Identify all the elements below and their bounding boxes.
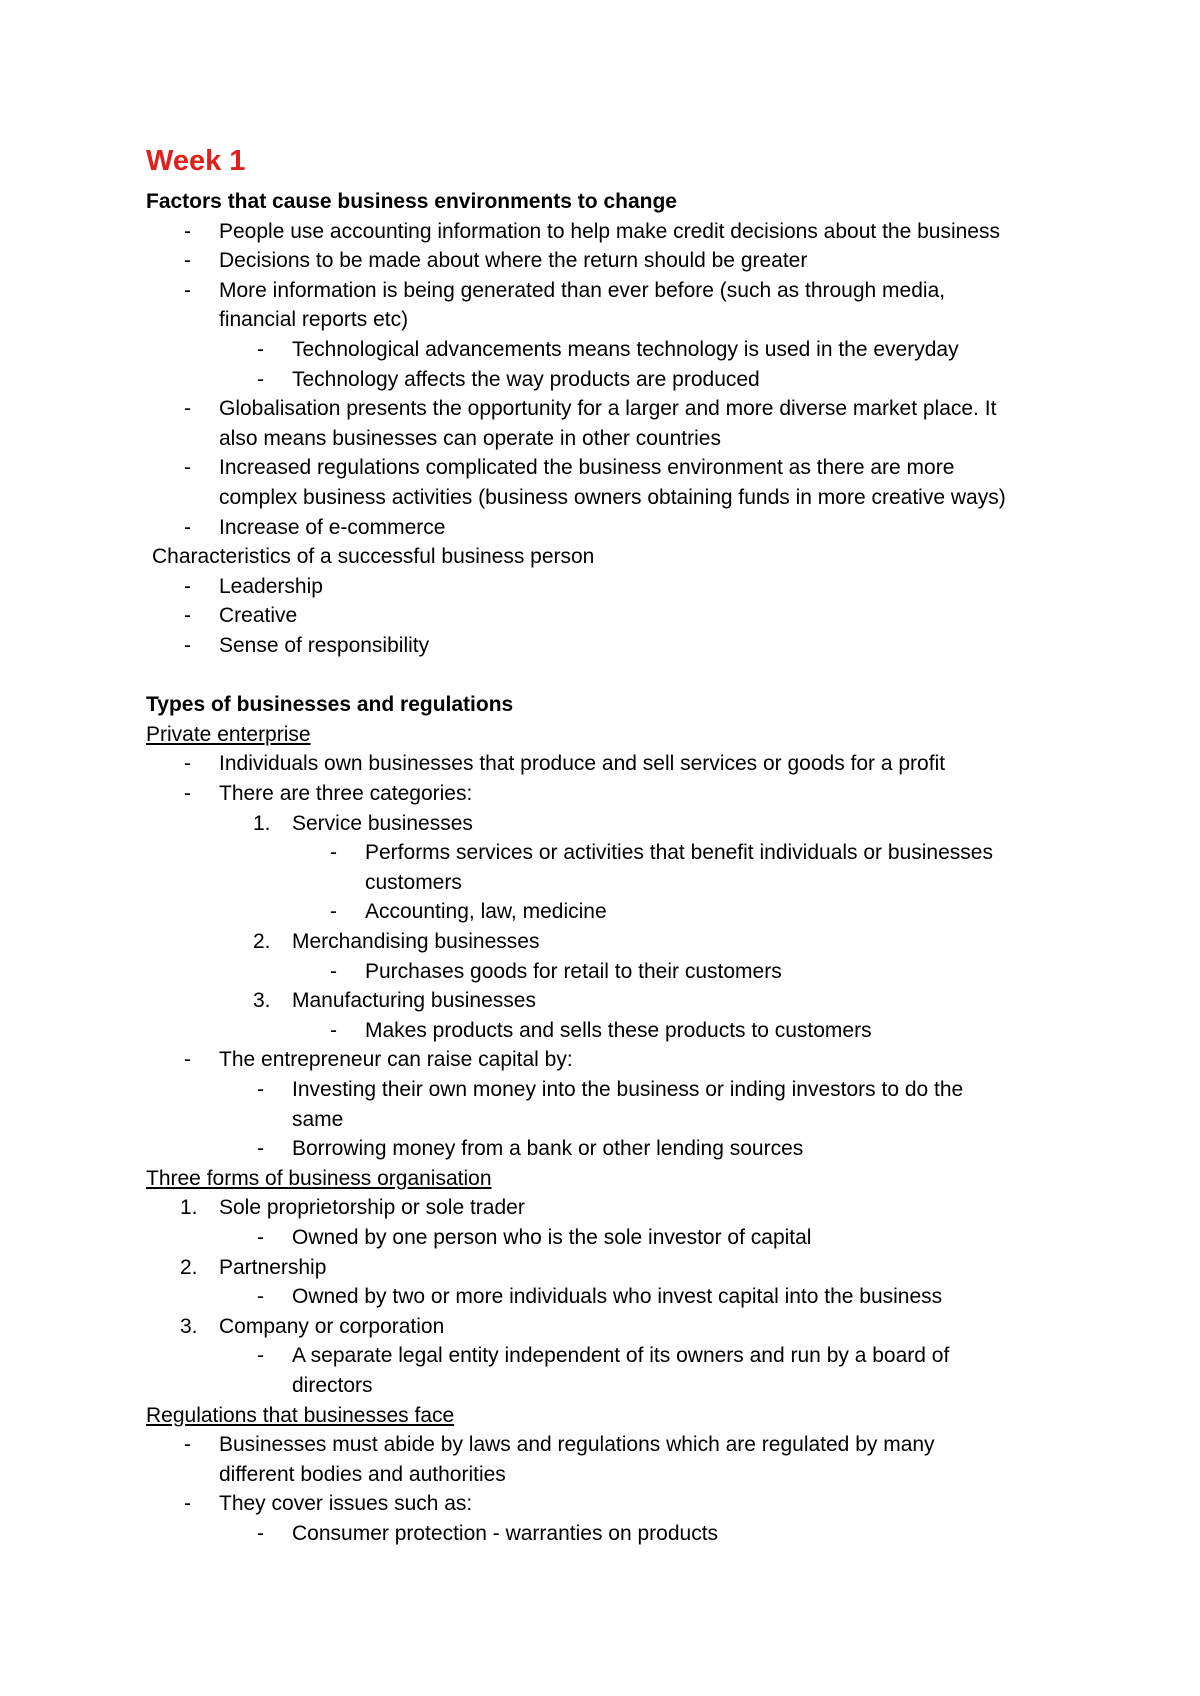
line-text: Makes products and sells these products to customers	[365, 1018, 872, 1042]
line-text: Merchandising businesses	[292, 930, 540, 953]
line-text: Consumer protection - warranties on products	[292, 1522, 719, 1545]
bullet-dash: -	[184, 456, 191, 480]
line-text: Purchases goods for retail to their customers	[365, 959, 782, 983]
line-text: Partnership	[219, 1255, 327, 1279]
bullet-dash: -	[184, 397, 191, 421]
line-text: Owned by one person who is the sole investor of capital	[292, 1226, 812, 1249]
list-number: 3.	[180, 1314, 198, 1338]
line-text: Private enterprise	[146, 722, 311, 746]
bullet-dash: -	[184, 278, 191, 302]
bullet-dash: -	[330, 959, 337, 983]
line-text: Performs services or activities that benefit individuals or businesses	[365, 841, 993, 865]
bullet-dash: -	[257, 1226, 264, 1249]
line-text: Technological advancements means technology is used in the everyday	[292, 338, 959, 361]
bullet-dash: -	[184, 634, 191, 657]
bullet-dash: -	[257, 338, 264, 361]
list-number: 2.	[253, 930, 271, 953]
line-text: Types of businesses and regulations	[146, 693, 514, 717]
line-text: Decisions to be made about where the return should be greater	[219, 249, 808, 273]
line-text: Three forms of business organisation	[146, 1166, 492, 1190]
line-text: customers	[365, 870, 462, 894]
line-text: Increase of e-commerce	[219, 515, 446, 539]
bullet-dash: -	[184, 782, 191, 805]
bullet-dash: -	[184, 515, 191, 539]
bullet-dash: -	[257, 1137, 264, 1161]
bullet-dash: -	[257, 1285, 264, 1309]
line-text: Owned by two or more individuals who invest capital into the business	[292, 1285, 943, 1309]
line-text: Borrowing money from a bank or other lending sources	[292, 1137, 804, 1161]
line-text: There are three categories:	[219, 782, 473, 805]
bullet-dash: -	[184, 219, 191, 243]
line-text: Leadership	[219, 574, 323, 598]
line-text: More information is being generated than ever before (such as through media,	[219, 278, 946, 302]
line-text: The entrepreneur can raise capital by:	[219, 1048, 573, 1072]
line-text: Regulations that businesses face	[146, 1403, 455, 1427]
bullet-dash: -	[330, 900, 337, 924]
line-text: also means businesses can operate in other countries	[219, 426, 721, 450]
bullet-dash: -	[184, 1492, 191, 1516]
line-text: same	[292, 1107, 344, 1131]
line-text: complex business activities (business owners obtaining funds in more creative ways)	[219, 486, 1006, 509]
line-text: A separate legal entity independent of its owners and run by a board of	[292, 1344, 950, 1368]
line-text: financial reports etc)	[219, 308, 409, 332]
list-number: 2.	[180, 1255, 198, 1279]
bullet-dash: -	[330, 1018, 337, 1042]
list-number: 1.	[253, 811, 271, 835]
line-text: Characteristics of a successful business person	[152, 545, 595, 569]
line-text: directors	[292, 1374, 373, 1397]
line-text: Company or corporation	[219, 1314, 445, 1338]
line-text: Accounting, law, medicine	[365, 900, 607, 924]
line-text: They cover issues such as:	[219, 1492, 473, 1516]
line-text: People use accounting information to help make credit decisions about the business	[219, 219, 1000, 243]
bullet-dash: -	[330, 841, 337, 865]
line-text: Sense of responsibility	[219, 634, 430, 657]
line-text: Technology affects the way products are produced	[292, 367, 760, 391]
bullet-dash: -	[257, 367, 264, 391]
bullet-dash: -	[257, 1344, 264, 1368]
line-text: Globalisation presents the opportunity for a larger and more diverse market place. It	[219, 397, 997, 421]
bullet-dash: -	[184, 604, 191, 628]
line-text: Increased regulations complicated the business environment as there are more	[219, 456, 955, 480]
bullet-dash: -	[184, 574, 191, 598]
line-text: Investing their own money into the business or inding investors to do the	[292, 1078, 964, 1101]
bullet-dash: -	[184, 1433, 191, 1457]
bullet-dash: -	[184, 249, 191, 273]
line-text: Sole proprietorship or sole trader	[219, 1196, 525, 1220]
line-text: Service businesses	[292, 811, 473, 835]
list-number: 1.	[180, 1196, 198, 1220]
page-title: Week 1	[146, 145, 246, 177]
line-text: Manufacturing businesses	[292, 989, 536, 1013]
bullet-dash: -	[184, 752, 191, 776]
list-number: 3.	[253, 989, 271, 1013]
bullet-dash: -	[184, 1048, 191, 1072]
line-text: Businesses must abide by laws and regulations which are regulated by many	[219, 1433, 935, 1457]
bullet-dash: -	[257, 1078, 264, 1101]
bullet-dash: -	[257, 1522, 264, 1545]
line-text: Creative	[219, 604, 298, 628]
line-text: Factors that cause business environments to change	[146, 190, 677, 213]
line-text: different bodies and authorities	[219, 1462, 506, 1486]
line-text: Individuals own businesses that produce and sell services or goods for a profit	[219, 752, 946, 776]
